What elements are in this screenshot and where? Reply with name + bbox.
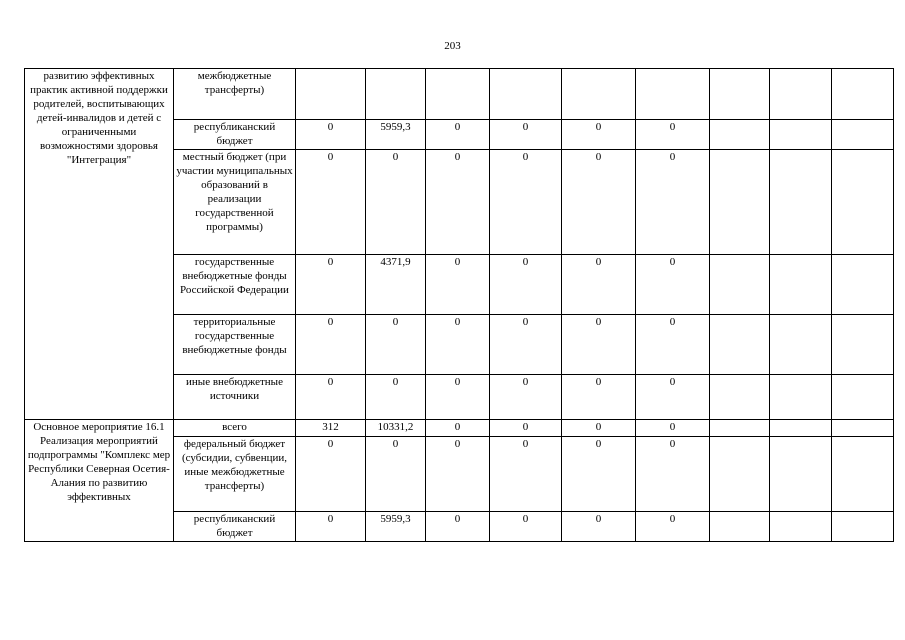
value-cell: 0: [490, 437, 562, 512]
value-cell: 0: [636, 120, 710, 150]
funding-source-cell: иные внебюджетные источники: [174, 375, 296, 420]
value-cell: [770, 437, 832, 512]
value-cell: 0: [562, 437, 636, 512]
page-number: 203: [444, 40, 461, 52]
value-cell: 0: [426, 120, 490, 150]
budget-table: [24, 68, 894, 542]
value-cell: 10331,2: [366, 420, 426, 437]
value-cell: 0: [490, 150, 562, 255]
table-row: [25, 69, 894, 120]
value-cell: [710, 420, 770, 437]
value-cell: [710, 150, 770, 255]
value-cell: 0: [366, 150, 426, 255]
value-cell: [710, 120, 770, 150]
value-cell: 0: [562, 120, 636, 150]
value-cell: 0: [296, 375, 366, 420]
value-cell: [832, 420, 894, 437]
value-cell: [710, 315, 770, 375]
value-cell: [770, 375, 832, 420]
value-cell: 0: [636, 255, 710, 315]
value-cell: [710, 69, 770, 120]
value-cell: [832, 120, 894, 150]
value-cell: 0: [426, 315, 490, 375]
table-row: [25, 420, 894, 437]
value-cell: [832, 69, 894, 120]
value-cell: 0: [366, 375, 426, 420]
value-cell: [770, 512, 832, 542]
value-cell: [832, 150, 894, 255]
value-cell: 0: [636, 315, 710, 375]
value-cell: [832, 375, 894, 420]
value-cell: 0: [636, 420, 710, 437]
value-cell: 0: [426, 255, 490, 315]
funding-source-cell: республиканский бюджет: [174, 120, 296, 150]
value-cell: 0: [296, 512, 366, 542]
value-cell: 5959,3: [366, 120, 426, 150]
value-cell: 0: [296, 315, 366, 375]
value-cell: 0: [562, 150, 636, 255]
value-cell: [770, 255, 832, 315]
value-cell: [490, 69, 562, 120]
funding-source-cell: государственные внебюджетные фонды Российской Федерации: [174, 255, 296, 315]
value-cell: 0: [562, 255, 636, 315]
value-cell: [832, 255, 894, 315]
value-cell: 0: [562, 375, 636, 420]
value-cell: 0: [562, 512, 636, 542]
value-cell: 0: [366, 315, 426, 375]
value-cell: 0: [366, 437, 426, 512]
value-cell: 0: [490, 315, 562, 375]
value-cell: 0: [296, 437, 366, 512]
value-cell: 0: [636, 437, 710, 512]
value-cell: 0: [426, 375, 490, 420]
value-cell: 0: [426, 150, 490, 255]
value-cell: 0: [426, 420, 490, 437]
value-cell: [710, 512, 770, 542]
funding-source-cell: межбюджетные трансферты): [174, 69, 296, 120]
value-cell: 0: [426, 512, 490, 542]
value-cell: 0: [636, 512, 710, 542]
value-cell: 0: [562, 315, 636, 375]
funding-source-cell: республиканский бюджет: [174, 512, 296, 542]
funding-source-cell: местный бюджет (при участии муниципальных образований в реализации государственной программы): [174, 150, 296, 255]
value-cell: [832, 315, 894, 375]
value-cell: [562, 69, 636, 120]
value-cell: [770, 150, 832, 255]
value-cell: 0: [490, 255, 562, 315]
value-cell: 0: [490, 512, 562, 542]
value-cell: 0: [490, 375, 562, 420]
value-cell: 0: [562, 420, 636, 437]
value-cell: [426, 69, 490, 120]
value-cell: 5959,3: [366, 512, 426, 542]
value-cell: [366, 69, 426, 120]
value-cell: 0: [636, 375, 710, 420]
value-cell: [770, 120, 832, 150]
value-cell: [832, 512, 894, 542]
value-cell: 0: [296, 150, 366, 255]
value-cell: 0: [296, 120, 366, 150]
value-cell: [832, 437, 894, 512]
value-cell: 0: [296, 255, 366, 315]
value-cell: 312: [296, 420, 366, 437]
value-cell: [710, 255, 770, 315]
value-cell: [770, 69, 832, 120]
value-cell: 0: [490, 120, 562, 150]
value-cell: 0: [426, 437, 490, 512]
value-cell: 0: [490, 420, 562, 437]
value-cell: 4371,9: [366, 255, 426, 315]
funding-source-cell: территориальные государственные внебюджетные фонды: [174, 315, 296, 375]
value-cell: [296, 69, 366, 120]
funding-source-cell: федеральный бюджет (субсидии, субвенции, иные межбюджетные трансферты): [174, 437, 296, 512]
value-cell: 0: [636, 150, 710, 255]
event-name-cell: развитию эффективных практик активной поддержки родителей, воспитывающих детей-инвалидов и детей с ограниченными возможностями здоровья "Интеграция": [25, 69, 174, 420]
value-cell: [710, 437, 770, 512]
event-name-cell: Основное мероприятие 16.1 Реализация мероприятий подпрограммы "Комплекс мер Республики Северная Осетия-Алания по развитию эффективных: [25, 420, 174, 542]
funding-source-cell: всего: [174, 420, 296, 437]
value-cell: [710, 375, 770, 420]
value-cell: [770, 315, 832, 375]
value-cell: [636, 69, 710, 120]
value-cell: [770, 420, 832, 437]
